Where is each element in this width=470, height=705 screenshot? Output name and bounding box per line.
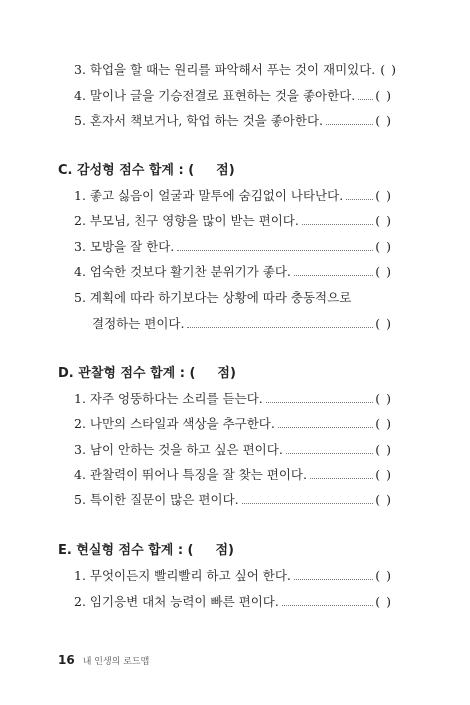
score-blank: ( )	[375, 391, 392, 406]
dotted-leader	[187, 327, 373, 328]
list-item: 3. 모방을 잘 한다. ( )	[74, 239, 392, 254]
list-item: 4. 말이나 글을 기승전결로 표현하는 것을 좋아한다. ( )	[74, 88, 392, 103]
dotted-leader	[358, 99, 373, 100]
dotted-leader	[242, 503, 374, 504]
score-blank: ( )	[375, 264, 392, 279]
score-blank: ( )	[375, 416, 392, 431]
score-blank: ( )	[375, 467, 392, 482]
score-blank: ( )	[375, 113, 392, 128]
list-item: 1. 자주 엉뚱하다는 소리를 듣는다. ( )	[74, 391, 392, 406]
dotted-leader	[346, 199, 373, 200]
dotted-leader	[177, 250, 373, 251]
section-title-d: D. 관찰형 점수 합계 : ( 점)	[58, 366, 236, 381]
list-item: 2. 부모님, 친구 영향을 많이 받는 편이다. ( )	[74, 213, 392, 228]
score-blank: ( )	[380, 62, 397, 77]
score-blank: ( )	[375, 316, 392, 331]
dotted-leader	[282, 605, 373, 606]
score-blank: ( )	[375, 568, 392, 583]
list-item: 5. 혼자서 책보거나, 학업 하는 것을 좋아한다. ( )	[74, 113, 392, 128]
book-title: 내 인생의 로드맵	[82, 657, 150, 667]
dotted-leader	[266, 402, 373, 403]
section-title-c: C. 감성형 점수 합계 : ( 점)	[58, 163, 235, 178]
dotted-leader	[302, 224, 373, 225]
list-item: 5. 계획에 따라 하기보다는 상황에 따라 충동적으로	[74, 290, 352, 305]
dotted-leader	[294, 275, 373, 276]
list-item-continuation: 결정하는 편이다. ( )	[92, 316, 392, 331]
score-blank: ( )	[375, 188, 392, 203]
dotted-leader	[286, 453, 373, 454]
dotted-leader	[278, 427, 373, 428]
score-blank: ( )	[375, 492, 392, 507]
list-item: 2. 나만의 스타일과 색상을 추구한다. ( )	[74, 416, 392, 431]
score-blank: ( )	[375, 239, 392, 254]
list-item: 5. 특이한 질문이 많은 편이다. ( )	[74, 492, 392, 507]
page-footer	[58, 653, 149, 667]
list-item: 3. 남이 안하는 것을 하고 싶은 편이다. ( )	[74, 442, 392, 457]
list-item: 2. 임기응변 대처 능력이 빠른 편이다. ( )	[74, 594, 392, 609]
section-title-e: E. 현실형 점수 합계 : ( 점)	[58, 543, 234, 558]
list-item: 1. 좋고 싫음이 얼굴과 말투에 숨김없이 나타난다. ( )	[74, 188, 392, 203]
page-number: 16	[58, 653, 75, 667]
score-blank: ( )	[375, 442, 392, 457]
score-blank: ( )	[375, 88, 392, 103]
score-blank: ( )	[375, 594, 392, 609]
dotted-leader	[326, 124, 373, 125]
list-item: 4. 관찰력이 뛰어나 특징을 잘 찾는 편이다. ( )	[74, 467, 392, 482]
dotted-leader	[294, 579, 373, 580]
dotted-leader	[310, 478, 373, 479]
list-item: 4. 엄숙한 것보다 활기찬 분위기가 좋다. ( )	[74, 264, 392, 279]
list-item: 1. 무엇이든지 빨리빨리 하고 싶어 한다. ( )	[74, 568, 392, 583]
score-blank: ( )	[375, 213, 392, 228]
list-item: 3. 학업을 할 때는 원리를 파악해서 푸는 것이 재미있다. ( )	[74, 62, 397, 77]
